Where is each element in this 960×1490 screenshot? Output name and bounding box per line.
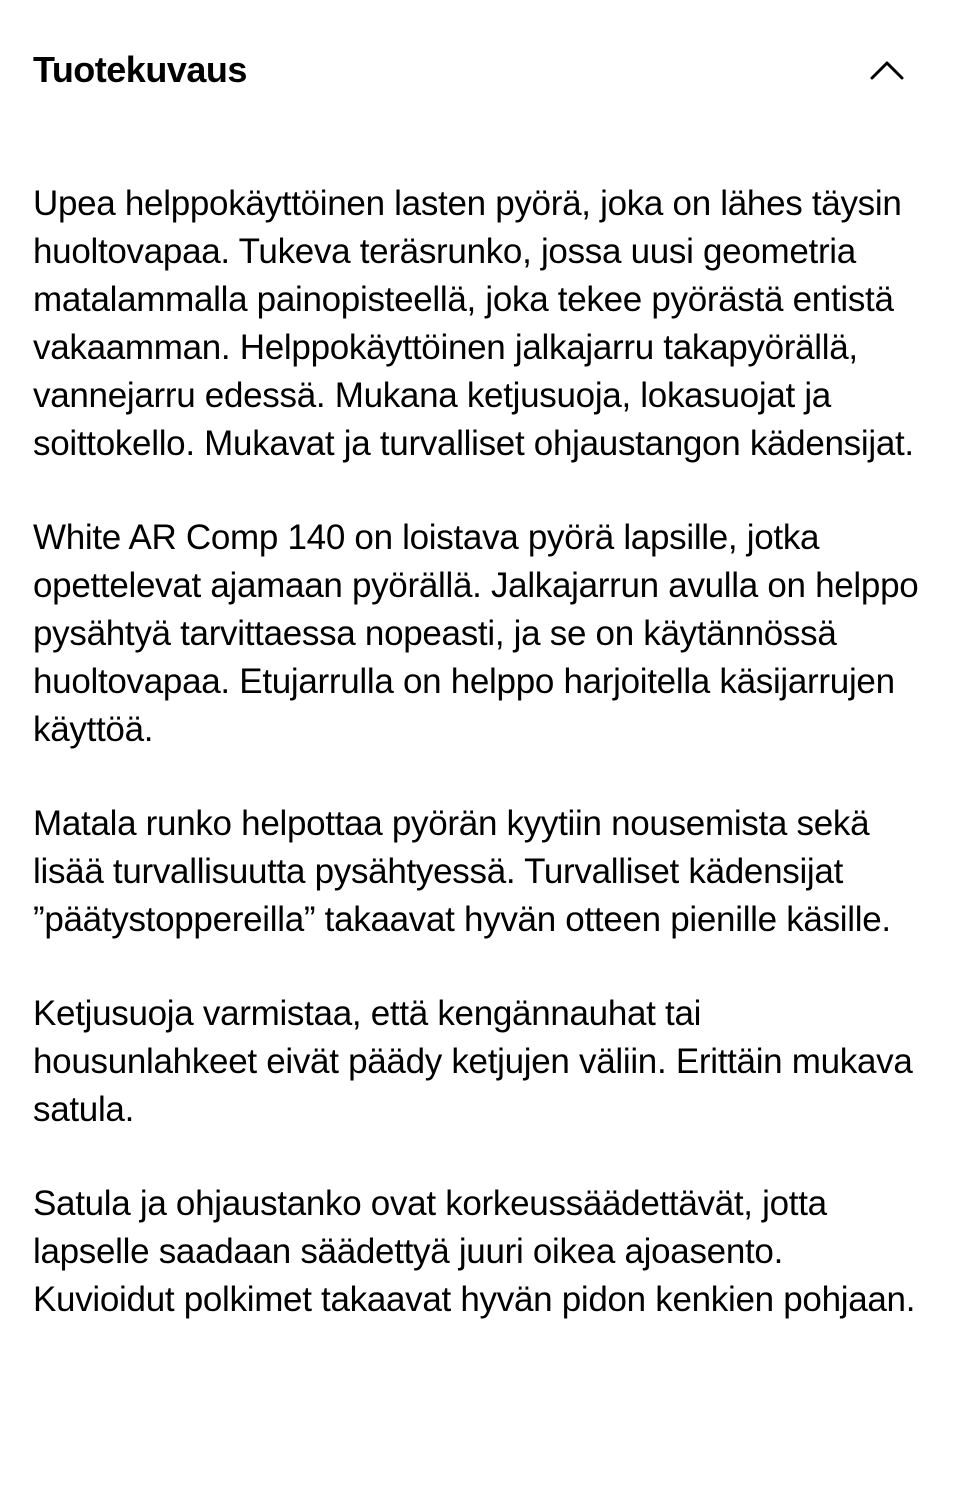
description-paragraph: Satula ja ohjaustanko ovat korkeussäädettävät, jotta lapselle saadaan säädettyä juuri oikea ajoasento. Kuvioidut polkimet takaavat hyvän pidon kenkien pohjaan.	[33, 1184, 916, 1319]
description-paragraph: White AR Comp 140 on loistava pyörä lapsille, jotka opettelevat ajamaan pyörällä. Jalkajarrun avulla on helppo pysähtyä tarvittaessa nopeasti, ja se on käytännössä huoltovapaa. Etujarrulla on helppo harjoitella käsijarrujen käyttöä.	[33, 518, 919, 749]
chevron-up-icon[interactable]	[857, 40, 917, 100]
accordion-header[interactable]	[33, 40, 927, 100]
description-paragraph: Upea helppokäyttöinen lasten pyörä, joka on lähes täysin huoltovapaa. Tukeva teräsrunko, jossa uusi geometria matalammalla painopisteellä, joka tekee pyörästä entistä vakaamman. Helppokäyttöinen jalkajarru takapyörällä, vannejarru edessä. Mukana ketjusuoja, lokasuojat ja soittokello. Mukavat ja turvalliset ohjaustangon kädensijat.	[33, 184, 914, 463]
description-paragraph: Ketjusuoja varmistaa, että kengännauhat tai housunlahkeet eivät päädy ketjujen väliin. Erittäin mukava satula.	[33, 994, 913, 1129]
section-title: Tuotekuvaus	[33, 49, 247, 90]
description-body	[33, 180, 933, 1370]
description-paragraph: Matala runko helpottaa pyörän kyytiin nousemista sekä lisää turvallisuutta pysähtyessä. Turvalliset kädensijat ”päätystoppereilla” takaavat hyvän otteen pienille käsille.	[33, 804, 891, 939]
